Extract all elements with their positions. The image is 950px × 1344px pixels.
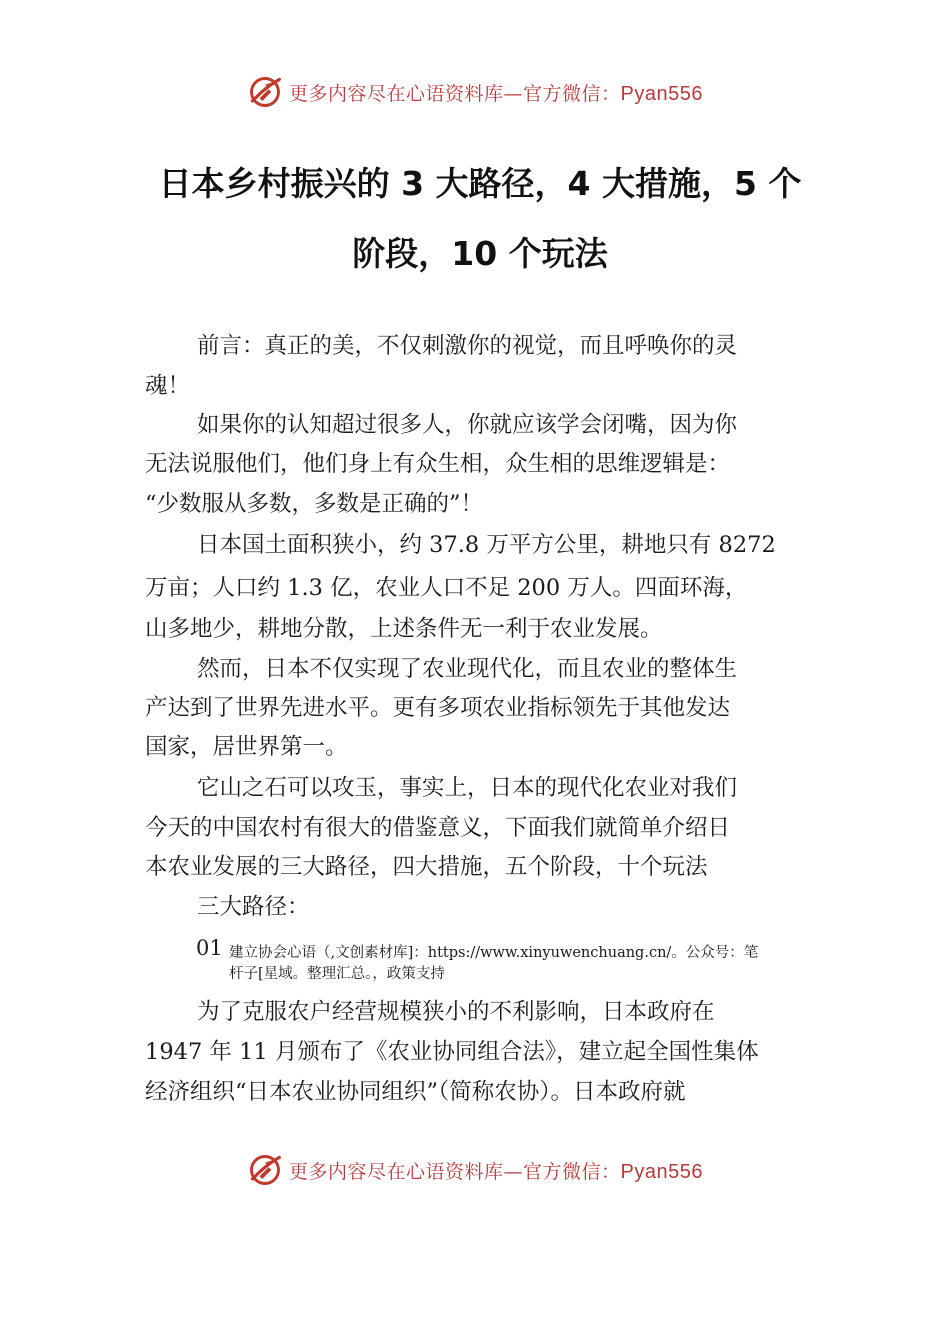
document-title-line-1: 日本乡村振兴的 3 大路径，4 大措施，5 个	[158, 164, 802, 203]
body-line: 经济组织“日本农业协同组织”（简称农协）。日本政府就	[145, 1079, 686, 1105]
body-line: 为了克服农户经营规模狭小的不利影响，日本政府在	[197, 999, 715, 1025]
watermark-banner-bottom	[0, 1150, 950, 1190]
body-line: 无法说服他们，他们身上有众生相，众生相的思维逻辑是：	[145, 451, 731, 477]
body-line: 然而，日本不仅实现了农业现代化，而且农业的整体生	[197, 656, 738, 682]
watermark-wechat-id: Pyan556	[620, 82, 703, 105]
watermark-text: 更多内容尽在心语资料库—官方微信：Pyan556	[289, 1160, 703, 1183]
body-line: 1947 年 11 月颁布了《农业协同组合法》，建立起全国性集体	[145, 1039, 759, 1065]
brush-circle-logo-icon	[247, 1152, 283, 1188]
body-line: 魂！	[145, 373, 191, 399]
body-line: 今天的中国农村有很大的借鉴意义，下面我们就简单介绍日	[145, 815, 731, 841]
watermark-banner-top	[0, 72, 950, 112]
body-line: 万亩；人口约 1.3 亿，农业人口不足 200 万人。四面环海，	[145, 575, 748, 601]
section-reference-line-1: 建立协会心语（,文创素材库]：https://www.xinyuwenchuang.cn/。公众号：笔	[229, 945, 759, 961]
watermark-text: 更多内容尽在心语资料库—官方微信：Pyan556	[289, 82, 703, 105]
body-line: 国家，居世界第一。	[145, 734, 348, 760]
body-line: 产达到了世界先进水平。更有多项农业指标领先于其他发达	[145, 695, 731, 721]
section-heading: 三大路径：	[197, 894, 310, 920]
section-number: 01	[196, 936, 223, 960]
body-line: 日本国土面积狭小，约 37.8 万平方公里，耕地只有 8272	[197, 532, 776, 558]
body-line: “少数服从多数，多数是正确的”！	[145, 491, 484, 517]
body-line: 本农业发展的三大路径，四大措施，五个阶段，十个玩法	[145, 854, 708, 880]
section-reference-line-2: 杆子[星域。整理汇总。，政策支持	[229, 966, 445, 982]
watermark-wechat-id: Pyan556	[620, 1160, 703, 1183]
body-line: 如果你的认知超过很多人，你就应该学会闭嘴，因为你	[197, 412, 738, 438]
body-line: 前言：真正的美，不仅刺激你的视觉，而且呼唤你的灵	[197, 333, 738, 359]
brush-circle-logo-icon	[247, 74, 283, 110]
document-title-line-2: 阶段，10 个玩法	[352, 234, 608, 273]
body-line: 它山之石可以攻玉，事实上，日本的现代化农业对我们	[197, 775, 738, 801]
body-line: 山多地少，耕地分散，上述条件无一利于农业发展。	[145, 616, 663, 642]
